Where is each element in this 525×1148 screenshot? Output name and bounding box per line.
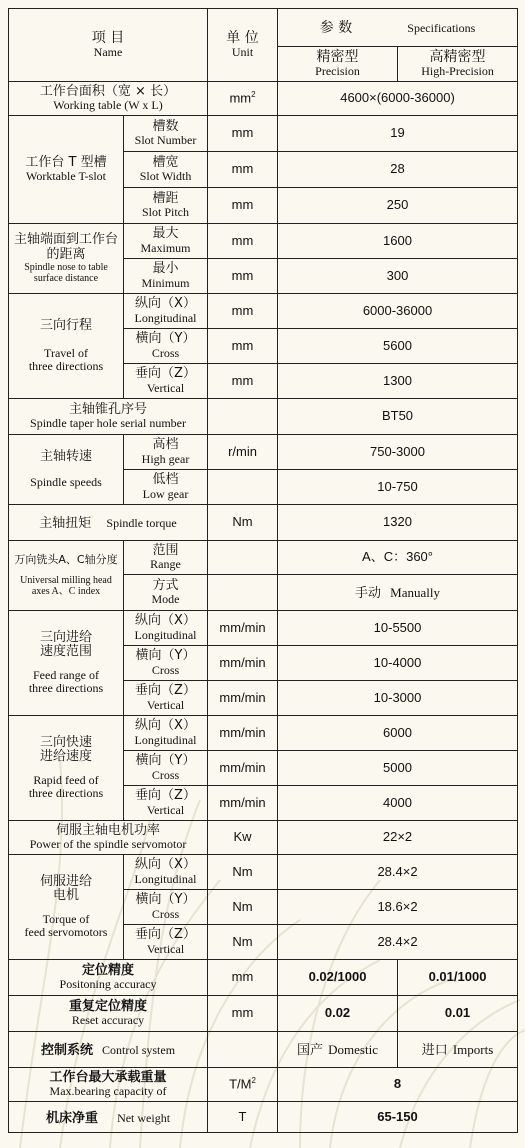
header-unit: 单 位 Unit bbox=[208, 9, 278, 82]
travel-x-value: 6000-36000 bbox=[278, 294, 518, 329]
reset-precision-value: 0.02 bbox=[278, 996, 398, 1032]
rapid-label: 三向快速进给速度 Rapid feed of three directions bbox=[9, 716, 124, 821]
rapid-x-unit: mm/min bbox=[208, 716, 278, 751]
positioning-label: 定位精度 Positoning accuracy bbox=[9, 960, 208, 996]
header-specifications: 参 数 Specifications bbox=[278, 9, 518, 47]
speeds-low-unit bbox=[208, 470, 278, 505]
tslot-pitch-label: 槽距 Slot Pitch bbox=[124, 188, 208, 224]
index-mode-unit bbox=[208, 575, 278, 611]
rapid-y-label: 横向（Y） Cross bbox=[124, 751, 208, 786]
speeds-high-value: 750-3000 bbox=[278, 435, 518, 470]
servo-torque-z-value: 28.4×2 bbox=[278, 925, 518, 960]
weight-unit: T bbox=[208, 1102, 278, 1133]
tslot-label: 工作台 T 型槽 Worktable T-slot bbox=[9, 116, 124, 224]
spindle-nose-max-value: 1600 bbox=[278, 224, 518, 259]
rapid-x-value: 6000 bbox=[278, 716, 518, 751]
speeds-high-label: 高档 High gear bbox=[124, 435, 208, 470]
rapid-z-value: 4000 bbox=[278, 786, 518, 821]
feed-y-unit: mm/min bbox=[208, 646, 278, 681]
feed-y-label: 横向（Y） Cross bbox=[124, 646, 208, 681]
servo-torque-y-unit: Nm bbox=[208, 890, 278, 925]
feed-z-value: 10-3000 bbox=[278, 681, 518, 716]
rapid-x-label: 纵向（X） Longitudinal bbox=[124, 716, 208, 751]
servo-torque-y-label: 横向（Y） Cross bbox=[124, 890, 208, 925]
spindle-nose-label: 主轴端面到工作台的距离 Spindle nose to table surface distance bbox=[9, 224, 124, 294]
speeds-high-unit: r/min bbox=[208, 435, 278, 470]
servo-torque-y-value: 18.6×2 bbox=[278, 890, 518, 925]
travel-y-value: 5600 bbox=[278, 329, 518, 364]
torque-label: 主轴扭矩 Spindle torque bbox=[9, 505, 208, 541]
rapid-y-value: 5000 bbox=[278, 751, 518, 786]
feed-label: 三向进给速度范围 Feed range of three directions bbox=[9, 611, 124, 716]
index-label: 万向铣头A、C轴分度 Universal milling head axes A、C index bbox=[9, 541, 124, 611]
spindle-nose-min-value: 300 bbox=[278, 259, 518, 294]
travel-z-label: 垂向（Z） Vertical bbox=[124, 364, 208, 399]
positioning-high-value: 0.01/1000 bbox=[398, 960, 518, 996]
speeds-low-label: 低档 Low gear bbox=[124, 470, 208, 505]
feed-x-label: 纵向（X） Longitudinal bbox=[124, 611, 208, 646]
working-table-label: 工作台面积（宽 × 长） Working table (W x L) bbox=[9, 82, 208, 116]
travel-y-unit: mm bbox=[208, 329, 278, 364]
positioning-unit: mm bbox=[208, 960, 278, 996]
reset-high-value: 0.01 bbox=[398, 996, 518, 1032]
reset-unit: mm bbox=[208, 996, 278, 1032]
taper-label: 主轴锥孔序号 Spindle taper hole serial number bbox=[9, 399, 208, 435]
servo-torque-x-value: 28.4×2 bbox=[278, 855, 518, 890]
header-high-precision: 高精密型 High-Precision bbox=[398, 47, 518, 82]
travel-x-unit: mm bbox=[208, 294, 278, 329]
travel-x-label: 纵向（X） Longitudinal bbox=[124, 294, 208, 329]
taper-unit bbox=[208, 399, 278, 435]
tslot-number-unit: mm bbox=[208, 116, 278, 152]
bearing-label: 工作台最大承载重量 Max.bearing capacity of bbox=[9, 1068, 208, 1102]
torque-unit: Nm bbox=[208, 505, 278, 541]
index-range-label: 范围 Range bbox=[124, 541, 208, 575]
control-precision-value: 国产 Domestic bbox=[278, 1032, 398, 1068]
servo-power-unit: Kw bbox=[208, 821, 278, 855]
index-mode-value: 手动 Manually bbox=[278, 575, 518, 611]
header-precision: 精密型 Precision bbox=[278, 47, 398, 82]
tslot-width-value: 28 bbox=[278, 152, 518, 188]
rapid-y-unit: mm/min bbox=[208, 751, 278, 786]
feed-z-unit: mm/min bbox=[208, 681, 278, 716]
control-label: 控制系统 Control system bbox=[9, 1032, 208, 1068]
servo-torque-z-label: 垂向（Z） Vertical bbox=[124, 925, 208, 960]
working-table-value: 4600×(6000-36000) bbox=[278, 82, 518, 116]
tslot-number-value: 19 bbox=[278, 116, 518, 152]
index-mode-label: 方式 Mode bbox=[124, 575, 208, 611]
index-range-value: A、C：360° bbox=[278, 541, 518, 575]
weight-value: 65-150 bbox=[278, 1102, 518, 1133]
control-high-value: 进口 Imports bbox=[398, 1032, 518, 1068]
bearing-unit: $T/M^2$ bbox=[208, 1068, 278, 1102]
spindle-nose-min-label: 最小 Minimum bbox=[124, 259, 208, 294]
servo-torque-label: 伺服进给电机 Torque of feed servomotors bbox=[9, 855, 124, 960]
servo-power-label: 伺服主轴电机功率 Power of the spindle servomotor bbox=[9, 821, 208, 855]
rapid-z-unit: mm/min bbox=[208, 786, 278, 821]
torque-value: 1320 bbox=[278, 505, 518, 541]
taper-value: BT50 bbox=[278, 399, 518, 435]
tslot-pitch-value: 250 bbox=[278, 188, 518, 224]
header-item: 项 目 Name bbox=[9, 9, 208, 82]
feed-x-unit: mm/min bbox=[208, 611, 278, 646]
spindle-nose-max-label: 最大 Maximum bbox=[124, 224, 208, 259]
servo-torque-z-unit: Nm bbox=[208, 925, 278, 960]
tslot-width-unit: mm bbox=[208, 152, 278, 188]
tslot-pitch-unit: mm bbox=[208, 188, 278, 224]
feed-y-value: 10-4000 bbox=[278, 646, 518, 681]
index-range-unit bbox=[208, 541, 278, 575]
tslot-number-label: 槽数 Slot Number bbox=[124, 116, 208, 152]
rapid-z-label: 垂向（Z） Vertical bbox=[124, 786, 208, 821]
travel-z-unit: mm bbox=[208, 364, 278, 399]
weight-label: 机床净重 Net weight bbox=[9, 1102, 208, 1133]
travel-label: 三向行程 Travel of three directions bbox=[9, 294, 124, 399]
feed-x-value: 10-5500 bbox=[278, 611, 518, 646]
spindle-nose-min-unit: mm bbox=[208, 259, 278, 294]
spec-table bbox=[8, 8, 518, 1133]
reset-label: 重复定位精度 Reset accuracy bbox=[9, 996, 208, 1032]
control-unit bbox=[208, 1032, 278, 1068]
feed-z-label: 垂向（Z） Vertical bbox=[124, 681, 208, 716]
servo-torque-x-unit: Nm bbox=[208, 855, 278, 890]
servo-torque-x-label: 纵向（X） Longitudinal bbox=[124, 855, 208, 890]
servo-power-value: 22×2 bbox=[278, 821, 518, 855]
speeds-label: 主轴转速 Spindle speeds bbox=[9, 435, 124, 505]
working-table-unit: $mm^2$ bbox=[208, 82, 278, 116]
travel-y-label: 横向（Y） Cross bbox=[124, 329, 208, 364]
speeds-low-value: 10-750 bbox=[278, 470, 518, 505]
spindle-nose-max-unit: mm bbox=[208, 224, 278, 259]
travel-z-value: 1300 bbox=[278, 364, 518, 399]
bearing-value: 8 bbox=[278, 1068, 518, 1102]
tslot-width-label: 槽宽 Slot Width bbox=[124, 152, 208, 188]
positioning-precision-value: 0.02/1000 bbox=[278, 960, 398, 996]
